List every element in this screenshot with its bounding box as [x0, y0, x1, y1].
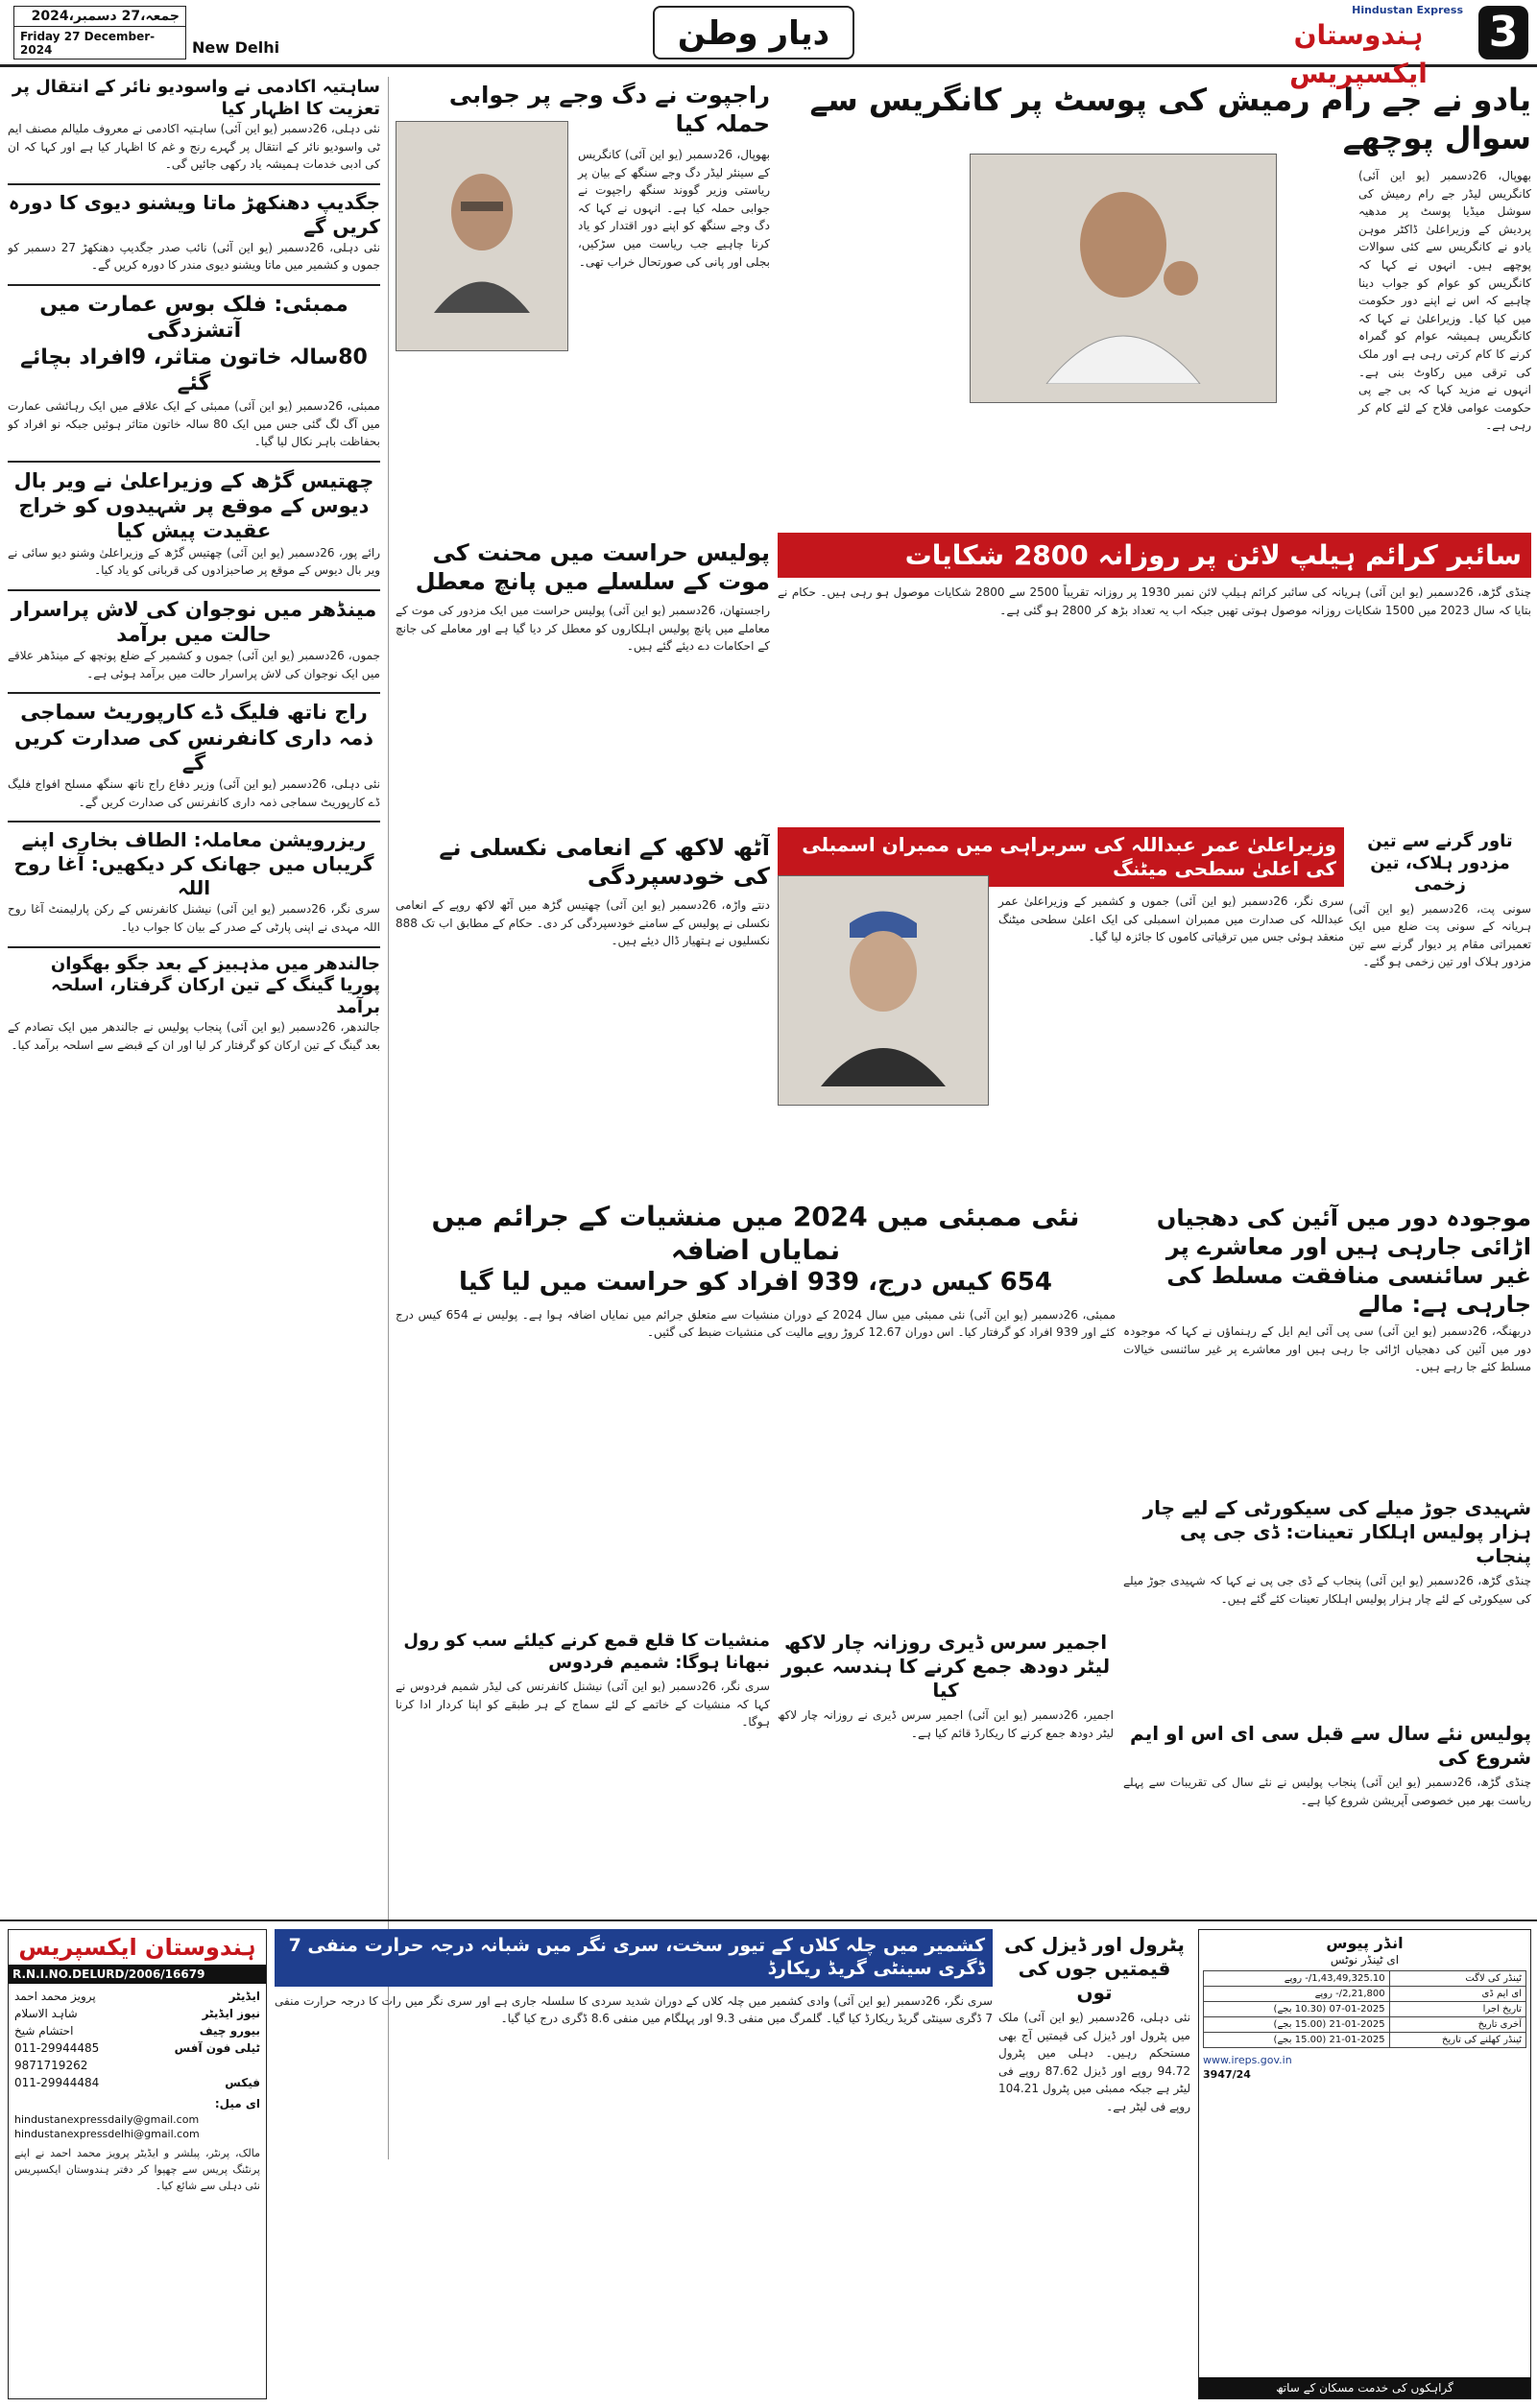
ajmer-story	[778, 1627, 1114, 1915]
role-row	[14, 1988, 260, 2005]
story-body: سری نگر، 26دسمبر (یو این آئی) جموں و کشمیر کے وزیراعلیٰ عمر عبداللہ کی صدارت میں ممبران اسمبلی کی ایک اعلیٰ سطحی میٹنگ منعقد ہوئی جس میں ترقیاتی کاموں کا جائزہ لیا گیا۔	[998, 894, 1344, 944]
headline: پٹرول اور ڈیزل کی قیمتیں جوں کی توں	[1004, 1933, 1185, 2004]
email-label: ای میل:	[214, 2097, 260, 2110]
divider	[8, 183, 380, 185]
jairam-photo	[970, 154, 1277, 403]
person-portrait-icon	[1027, 173, 1219, 384]
tender-item: ٹینڈر کی لاگت	[1389, 1971, 1525, 1987]
divider	[8, 461, 380, 463]
story-body: سری نگر، 26دسمبر (یو این آئی) نیشنل کانفرنس کے رکن پارلیمنٹ آغا روح اللہ مہدی نے اپنی پارٹی کے صدر کے بیان کا جواب دیا۔	[8, 902, 380, 934]
digvijay-photo	[396, 121, 568, 351]
role-row	[14, 2022, 260, 2039]
imprint-footer: مالک، پرنٹر، پبلشر و ایڈیٹر پرویز محمد احمد نے اپنے پرنٹنگ پریس سے چھپوا کر دفتر ہندوستان ایکسپریس نئی دہلی سے شائع کیا۔	[14, 2147, 260, 2193]
story-body: نئی دہلی، 26دسمبر (یو این آئی) نائب صدر جگدیپ دھنکھڑ 27 دسمبر کو جموں و کشمیر میں ماتا ویشنو دیوی مندر کا دورہ کریں گے۔	[8, 240, 380, 273]
cyber-story	[778, 533, 1531, 821]
punjab-police-story	[1123, 1718, 1531, 1910]
story-body: راجستھان، 26دسمبر (یو این آئی) پولیس حراست میں ایک مزدور کی موت کے معاملے میں پانچ پولیس اہلکاروں کو معطل کر دیا گیا ہے اور معاملے کی جانچ کے احکامات دے دیئے گئے ہیں۔	[396, 604, 770, 654]
page-number: 3	[1478, 6, 1528, 60]
role-row	[14, 2057, 260, 2074]
section-title: دیار وطن	[653, 6, 854, 60]
left-column	[8, 77, 380, 2159]
rni-number: R.N.I.NO.DELURD/2006/16679	[9, 1965, 266, 1984]
naxal-story	[396, 827, 770, 1192]
story-body: جموں، 26دسمبر (یو این آئی) جموں و کشمیر کے ضلع پونچھ کے مینڈھر علاقے میں ایک نوجوان کی لاش پراسرار حالت میں برآمد ہوئی ہے۔	[8, 649, 380, 680]
imprint-logo: ہندوستان ایکسپریس	[18, 1934, 256, 1961]
tender-item: ٹینڈر کھلنے کی تاریخ	[1389, 2033, 1525, 2048]
date-box	[13, 6, 186, 60]
email-link[interactable]: hindustanexpressdaily@gmail.com	[14, 2113, 200, 2126]
left-story-5	[8, 597, 380, 683]
story-body: ممبئی، 26دسمبر (یو این آئی) ممبئی کے ایک علاقے میں ایک رہائشی عمارت میں آگ لگ گئی جس میں ایک 80 سالہ خاتون متاثر ہوئیں جبکہ نو افراد کو بحفاظت باہر نکال لیا گیا۔	[8, 398, 380, 449]
divider	[8, 946, 380, 948]
tender-code: 3947/24	[1203, 2068, 1251, 2081]
headline: اجمیر سرس ڈیری روزانہ چار لاکھ لیٹر دودھ جمع کرنے کا ہندسہ عبور کیا	[781, 1631, 1111, 1702]
role-name: پرویز محمد احمد	[14, 1990, 96, 2003]
story-body: سری نگر، 26دسمبر (یو این آئی) نیشنل کانفرنس کی لیڈر شمیم فردوس نے کہا کہ منشیات کے خاتمے کے لئے سماج کے ہر طبقے کو اپنا کردار ادا کرنا ہوگا۔	[396, 1680, 770, 1729]
headline: ساہتیہ اکادمی نے واسودیو نائر کے انتقال پر تعزیت کا اظہار کیا	[12, 77, 380, 119]
omar-story	[778, 827, 1344, 1192]
headline: چھتیس گڑھ کے وزیراعلیٰ نے ویر بال دیوس کے موقع پر شہیدوں کو خراج عقیدت پیش کیا	[13, 468, 374, 543]
role-name: شاہد الاسلام	[14, 2007, 78, 2020]
headline: کشمیر میں چلہ کلاں کے تیور سخت، سری نگر میں شبانہ درجہ حرارت منفی 7 ڈگری سینٹی گریڈ ریکارڈ	[275, 1929, 993, 1987]
custody-story	[396, 533, 770, 821]
tender-subtitle: ای ٹینڈر نوٹس	[1330, 1953, 1400, 1967]
tender-item: تاریخ اجرا	[1389, 2002, 1525, 2017]
left-story-4	[8, 468, 380, 580]
table-row	[1204, 1971, 1526, 1987]
table-row	[1204, 1987, 1526, 2002]
constitution-story	[1123, 1200, 1531, 1488]
role-label: ٹیلی فون آفس	[174, 2041, 260, 2055]
story-body: نئی دہلی، 26دسمبر (یو این آئی) وزیر دفاع راج ناتھ سنگھ مسلح افواج فلیگ ڈے کارپوریٹ سماجی ذمہ داری کانفرنس کی صدارت کریں گے۔	[8, 777, 380, 809]
story-body: بھوپال، 26دسمبر (یو این آئی) کانگریس کے سینئر لیڈر دگ وجے سنگھ کے بیان پر ریاستی وزیر گووند سنگھ راجپوت نے جوابی حملہ کیا ہے۔ انہوں نے کہا کہ دگ وجے سنگھ کو اپنے دور اقتدار کو یاد کرنا چاہیے جب ریاست میں سڑکیں، بجلی اور پانی کی صورتحال خراب تھی۔	[578, 148, 770, 269]
brand-english: Hindustan Express	[1352, 4, 1463, 16]
role-label: نیوز ایڈیٹر	[202, 2007, 260, 2020]
tender-value: 2,21,800/- روپے	[1204, 1987, 1390, 2002]
story-body: چنڈی گڑھ، 26دسمبر (یو این آئی) پنجاب کے ڈی جی پی نے کہا کہ شہیدی جوڑ میلے کی سیکورٹی کے لئے چار ہزار پولیس اہلکار تعینات کئے گئے ہیں۔	[1123, 1574, 1531, 1606]
headline: جگدیپ دھنکھڑ ماتا ویشنو دیوی کا دورہ کریں گے	[8, 190, 380, 238]
divider	[8, 821, 380, 823]
role-name: 9871719262	[14, 2059, 88, 2072]
omar-photo	[778, 875, 989, 1106]
headline: پولیس حراست میں محنت کی موت کے سلسلے میں پانچ معطل	[415, 539, 770, 595]
story-body: نئی دہلی، 26دسمبر (یو این آئی) ملک میں پٹرول اور ڈیزل کی قیمتیں آج بھی مستحکم رہیں۔ دہلی میں پٹرول 94.72 روپے اور ڈیزل 87.62 روپے فی لیٹر ہے جبکہ ممبئی میں پٹرول 104.21 روپے فی لیٹر ہے۔	[998, 2011, 1190, 2113]
story-body: دربھنگہ، 26دسمبر (یو این آئی) سی پی آئی ایم ایل کے رہنماؤں نے کہا کہ موجودہ دور میں آئین کی دھجیاں اڑائی جا رہی ہیں اور معاشرے پر غیر سائنسی خیالات مسلط کئے جا رہے ہیں۔	[1123, 1324, 1531, 1374]
left-story-6	[8, 700, 380, 811]
left-story-1	[8, 77, 380, 174]
shahidi-story	[1123, 1492, 1531, 1713]
headline: وزیراعلیٰ عمر عبداللہ کی سربراہی میں ممبران اسمبلی کی اعلیٰ سطحی میٹنگ	[778, 827, 1344, 887]
bottom-rule	[0, 1919, 1537, 1921]
subhead: 80سالہ خاتون متاثر، 9افراد بچائے گئے	[20, 345, 368, 396]
role-list	[9, 1984, 266, 2095]
tender-title: انڈر پیوس	[1326, 1934, 1404, 1952]
story-body: سونی پت، 26دسمبر (یو این آئی) ہریانہ کے سونی پت ضلع میں ایک تعمیراتی مقام پر دیوار گرنے سے تین مزدور ہلاک اور تین زخمی ہو گئے۔	[1349, 901, 1531, 969]
mumbai-drug-story	[396, 1200, 1116, 1622]
tender-footer: گراہکوں کی خدمت مسکان کے ساتھ	[1199, 2377, 1530, 2398]
person-portrait-icon	[424, 159, 540, 313]
headline: نئی ممبئی میں 2024 میں منشیات کے جرائم میں نمایاں اضافہ	[431, 1201, 1080, 1266]
kashmir-story	[275, 1929, 993, 2399]
left-story-3	[8, 292, 380, 451]
headline: شہیدی جوڑ میلے کی سیکورٹی کے لیے چار ہزار پولیس اہلکار تعینات: ڈی جی پی پنجاب	[1142, 1496, 1531, 1567]
divider	[8, 284, 380, 286]
headline: سائبر کرائم ہیلپ لائن پر روزانہ 2800 شکایات	[778, 533, 1531, 578]
tender-value: 1,43,49,325.10/- روپے	[1204, 1971, 1390, 1987]
story-body: رائے پور، 26دسمبر (یو این آئی) چھتیس گڑھ کے وزیراعلیٰ وشنو دیو سائی نے ویر بال دیوس کے موقع پر صاحبزادوں کی قربانی کو یاد کیا۔	[8, 545, 380, 578]
headline: ریزرویشن معاملہ: الطاف بخاری اپنے گریباں میں جھانک کر دیکھیں: آغا روح اللہ	[13, 828, 374, 900]
left-story-7	[8, 828, 380, 936]
headline: راجپوت نے دگ وجے پر جوابی حملہ کیا	[448, 82, 770, 137]
left-story-8	[8, 954, 380, 1055]
headline: منشیات کا قلع قمع کرنے کیلئے سب کو رول نبھانا ہوگا: شمیم فردوس	[403, 1631, 770, 1673]
role-name: احتشام شیخ	[14, 2024, 74, 2038]
role-row	[14, 2005, 260, 2022]
role-row	[14, 2039, 260, 2057]
role-label: بیورو چیف	[199, 2024, 260, 2038]
headline: موجودہ دور میں آئین کی دھجیاں اڑائی جارہی ہیں اور معاشرے پر غیر سائنسی منافقت مسلط کی جارہی ہے: مالے	[1156, 1204, 1531, 1318]
headline: آٹھ لاکھ کے انعامی نکسلی نے کی خودسپردگی	[439, 834, 770, 890]
drugs-letter-story	[396, 1627, 770, 1915]
masthead	[0, 0, 1537, 89]
brand-urdu: ہندوستان ایکسپریس	[1289, 19, 1428, 89]
tender-value: 21-01-2025 (15.00 بجے)	[1204, 2017, 1390, 2033]
role-label: ایڈیٹر	[228, 1990, 260, 2003]
headline: پولیس نئے سال سے قبل سی ای اس او ایم شروع کی	[1130, 1722, 1531, 1769]
story-body: اجمیر، 26دسمبر (یو این آئی) اجمیر سرس ڈیری نے روزانہ چار لاکھ لیٹر دودھ جمع کرنے کا ریکارڈ قائم کیا ہے۔	[778, 1708, 1114, 1740]
left-column-divider	[388, 77, 389, 2159]
divider	[8, 692, 380, 694]
tender-value: 07-01-2025 (10.30 بجے)	[1204, 2002, 1390, 2017]
story-body: ممبئی، 26دسمبر (یو این آئی) نئی ممبئی میں سال 2024 کے دوران منشیات سے متعلق جرائم میں نمایاں اضافہ ہوا ہے۔ پولیس نے 654 کیس درج کئے اور 939 افراد کو گرفتار کیا۔ اس دوران 12.67 کروڑ روپے مالیت کی منشیات ضبط کی گئیں۔	[396, 1307, 1116, 1340]
headline: جالندھر میں مذہبیز کے بعد جگو بھگوان پوریا گینگ کے تین ارکان گرفتار، اسلحہ برآمد	[50, 953, 380, 1017]
wall-story	[1349, 827, 1531, 1192]
story-body: جالندھر، 26دسمبر (یو این آئی) پنجاب پولیس نے جالندھر میں ایک تصادم کے بعد گینگ کے تین ارکان کو گرفتار کر لیا اور ان کے قبضے سے اسلحہ برآمد کیا۔	[8, 1020, 380, 1052]
table-row	[1204, 2017, 1526, 2033]
left-story-2	[8, 191, 380, 274]
role-row	[14, 2074, 260, 2091]
tender-table	[1203, 1970, 1526, 2048]
story-body: بھوپال، 26دسمبر (یو این آئی) کانگریس لیڈر جے رام رمیش کی سوشل میڈیا پوسٹ پر مدھیہ پردیش کے وزیراعلیٰ ڈاکٹر موہن یادو نے کانگریس سے کئی سوالات پوچھے ہیں۔ انہوں نے کہا کہ کانگریس کو عوام کو جواب دینا چاہیے کہ اس نے اپنے دور حکومت میں کیا کیا۔ وزیراعلیٰ نے کہا کہ کانگریس ہمیشہ عوام کو گمراہ کرنے کا کام کرتی رہی ہے اور ملک کی ترقی میں رکاوٹ بنی ہے۔ انہوں نے مزید کہا کہ بی جے پی حکومت عوامی فلاح کے لئے کام کر رہی ہے۔	[1358, 169, 1531, 433]
headline: تاور گرنے سے تین مزدور ہلاک، تین زخمی	[1367, 831, 1513, 894]
table-row	[1204, 2033, 1526, 2048]
headline: راج ناتھ فلیگ ڈے کارپوریٹ سماجی ذمہ داری کانفرنس کی صدارت کریں گے	[13, 701, 373, 775]
divider	[8, 589, 380, 591]
headline: یادو نے جے رام رمیش کی پوسٹ پر کانگریس سے سوال پوچھے	[809, 82, 1531, 156]
story-body: چنڈی گڑھ، 26دسمبر (یو این آئی) ہریانہ کی سائبر کرائم ہیلپ لائن نمبر 1930 پر روزانہ تقریباً 2500 سے 2800 شکایات موصول ہو رہی ہیں۔ حکام نے بتایا کہ سال 2023 میں 1500 شکایات روزانہ موصول ہوتی تھیں جبکہ اب یہ تعداد بڑھ کر 2800 ہو گئی ہے۔	[778, 585, 1531, 617]
person-portrait-icon	[811, 894, 955, 1086]
rajput-story	[396, 77, 770, 528]
brand-logo	[1248, 4, 1469, 89]
date-urdu: جمعہ،27 دسمبر،2024	[14, 7, 185, 27]
date-english: Friday 27 December-2024	[20, 30, 156, 57]
role-name: 011-29944485	[14, 2041, 100, 2055]
role-name: 011-29944484	[14, 2076, 100, 2089]
city-label: New Delhi	[192, 38, 280, 57]
headline: مینڈھر میں نوجوان کی لاش پراسرار حالت میں برآمد	[11, 597, 377, 646]
subhead: 654 کیس درج، 939 افراد کو حراست میں لیا گیا	[459, 1268, 1052, 1297]
headline: ممبئی: فلک بوس عمارت میں آتشزدگی	[39, 292, 348, 344]
story-body: سری نگر، 26دسمبر (یو این آئی) وادی کشمیر میں چلہ کلاں کے دوران شدید سردی کا سلسلہ جاری ہے اور سری نگر میں رات کا درجہ حرارت منفی 7 ڈگری سینٹی گریڈ ریکارڈ کیا گیا۔ گلمرگ میں منفی 9.3 اور پہلگام میں منفی 8.6 ڈگری درج کیا گیا۔	[275, 1993, 993, 2026]
tender-value: 21-01-2025 (15.00 بجے)	[1204, 2033, 1390, 2048]
story-body: دنتے واڑہ، 26دسمبر (یو این آئی) چھتیس گڑھ میں آٹھ لاکھ روپے کے انعامی نکسلی نے پولیس کے سامنے خودسپردگی کر دی۔ حکام کے مطابق اب تک 888 نکسلیوں نے ہتھیار ڈال دیئے ہیں۔	[396, 898, 770, 948]
imprint-box	[8, 1929, 267, 2399]
tender-item: ای ایم ڈی	[1389, 1987, 1525, 2002]
tender-item: آخری تاریخ	[1389, 2017, 1525, 2033]
story-body: نئی دہلی، 26دسمبر (یو این آئی) ساہتیہ اکادمی نے معروف ملیالم مصنف ایم ٹی واسودیو نائر کے انتقال پر گہرے رنج و غم کا اظہار کیا ہے اور کہا کہ ان کی ادبی خدمات ہمیشہ یاد رکھی جائیں گی۔	[8, 122, 380, 172]
table-row	[1204, 2002, 1526, 2017]
petrol-story	[998, 1929, 1190, 2399]
tender-website[interactable]: www.ireps.gov.in	[1203, 2054, 1292, 2066]
story-body: چنڈی گڑھ، 26دسمبر (یو این آئی) پنجاب پولیس نے نئے سال کی تقریبات سے پہلے ریاست بھر میں خصوصی آپریشن شروع کیا ہے۔	[1123, 1776, 1531, 1807]
email-link[interactable]: hindustanexpressdelhi@gmail.com	[14, 2128, 200, 2140]
tender-advert	[1198, 1929, 1531, 2399]
lead-story	[778, 77, 1531, 528]
role-label: فیکس	[225, 2076, 260, 2089]
